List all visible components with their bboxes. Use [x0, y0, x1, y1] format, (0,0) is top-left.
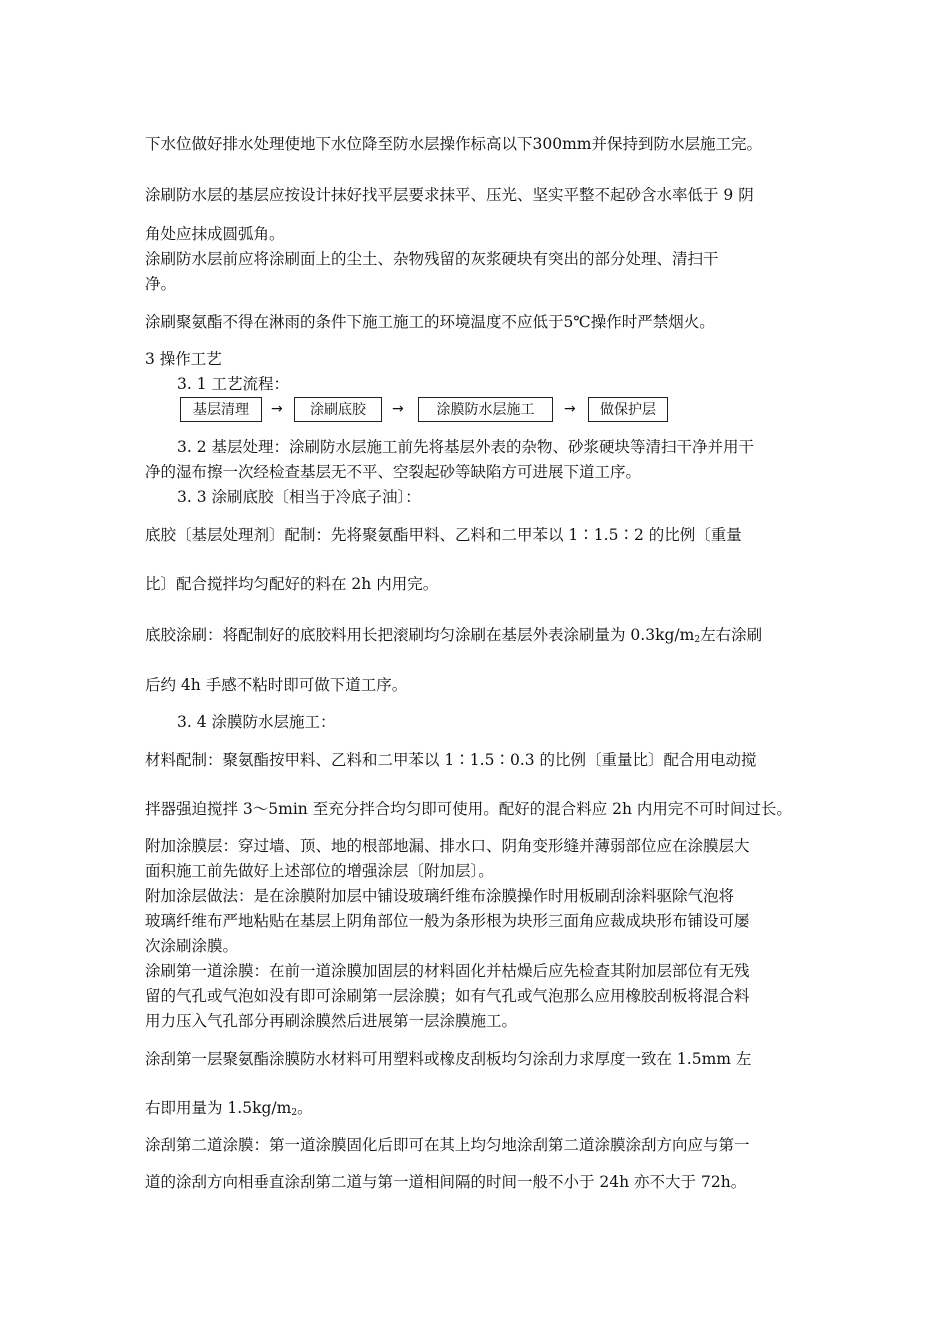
paragraph-cleaning-line2: 净。	[145, 275, 177, 293]
first-coat-line2: 留的气孔或气泡如没有即可涂刷第一层涂膜；如有气孔或气泡那么应用橡胶刮板将混合料	[145, 987, 750, 1005]
flow-step-4: 做保护层	[588, 397, 668, 422]
material-mix-line2: 拌器强迫搅拌 3～5min 至充分拌合均匀即可使用。配好的混合料应 2h 内用完不可时间过长。	[145, 800, 792, 818]
primer-mix-line1: 底胶〔基层处理剂〕配制：先将聚氨酯甲料、乙料和二甲苯以 1∶1.5∶2 的比例〔重量	[145, 526, 742, 544]
paragraph-groundwater: 下水位做好排水处理使地下水位降至防水层操作标高以下300mm并保持到防水层施工完。	[145, 135, 762, 153]
first-coat-line3: 用力压入气孔部分再刷涂膜然后进展第一层涂膜施工。	[145, 1012, 518, 1030]
paragraph-cleaning-line1: 涂刷防水层前应将涂刷面上的尘土、杂物残留的灰浆硬块有突出的部分处理、清扫干	[145, 250, 719, 268]
primer-brush-line1: 底胶涂刷：将配制好的底胶料用长把滚刷均匀涂刷在基层外表涂刷量为 $0.3kg/m_2$左右涂刷	[145, 626, 763, 645]
process-flowchart	[0, 397, 950, 425]
flow-step-1: 基层清理	[180, 397, 262, 422]
additional-layer-line2: 面积施工前先做好上述部位的增强涂层〔附加层〕。	[145, 862, 494, 880]
subsection-3-1: 3. 1 工艺流程：	[177, 375, 290, 393]
scrape-line2: 右即用量为 $1.5kg/m_2$。	[145, 1099, 313, 1118]
subsection-3-2-line2: 净的湿布擦一次经检查基层无不平、空裂起砂等缺陷方可进展下道工序。	[145, 463, 642, 481]
unit-subscript: 2	[694, 635, 701, 645]
method-line1: 附加涂层做法：是在涂膜附加层中铺设玻璃纤维布涂膜操作时用板刷刮涂料驱除气泡将	[145, 887, 735, 905]
flow-arrow-icon: →	[392, 401, 404, 417]
method-line3: 次涂刷涂膜。	[145, 937, 239, 955]
first-coat-line1: 涂刷第一道涂膜：在前一道涂膜加固层的材料固化并枯燥后应先检查其附加层部位有无残	[145, 962, 750, 980]
primer-mix-line2: 比〕配合搅拌均匀配好的料在 2h 内用完。	[145, 575, 439, 593]
paragraph-weather: 涂刷聚氨酯不得在淋雨的条件下施工施工的环境温度不应低于5℃操作时严禁烟火。	[145, 313, 715, 331]
second-coat-line2: 道的涂刮方向相垂直涂刮第二道与第一道相间隔的时间一般不小于 24h 亦不大于 72h。	[145, 1173, 747, 1191]
additional-layer-line1: 附加涂膜层：穿过墙、顶、地的根部地漏、排水口、阴角变形缝并薄弱部位应在涂膜层大	[145, 837, 750, 855]
flow-step-3: 涂膜防水层施工	[418, 397, 553, 422]
subsection-3-3: 3. 3 涂刷底胶〔相当于冷底子油〕：	[177, 488, 421, 506]
material-mix-line1: 材料配制：聚氨酯按甲料、乙料和二甲苯以 1∶1.5∶0.3 的比例〔重量比〕配合用电动搅	[145, 751, 757, 769]
unit-subscript: 2	[291, 1108, 298, 1118]
flow-arrow-icon: →	[564, 401, 576, 417]
paragraph-base-layer-line2: 角处应抹成圆弧角。	[145, 225, 285, 243]
section-heading: 3 操作工艺	[145, 350, 222, 368]
primer-brush-line2: 后约 4h 手感不粘时即可做下道工序。	[145, 676, 408, 694]
second-coat-line1: 涂刮第二道涂膜：第一道涂膜固化后即可在其上均匀地涂刮第二道涂膜涂刮方向应与第一	[145, 1136, 750, 1154]
paragraph-base-layer-line1: 涂刷防水层的基层应按设计抹好找平层要求抹平、压光、坚实平整不起砂含水率低于 9 阴	[145, 186, 754, 204]
flow-arrow-icon: →	[271, 401, 283, 417]
subsection-3-4: 3. 4 涂膜防水层施工：	[177, 713, 336, 731]
subsection-3-2-line1: 3. 2 基层处理：涂刷防水层施工前先将基层外表的杂物、砂浆硬块等清扫干净并用干	[177, 438, 755, 456]
method-line2: 玻璃纤维布严地粘贴在基层上阴角部位一般为条形根为块形三面角应裁成块形布铺设可屡	[145, 912, 750, 930]
scrape-line1: 涂刮第一层聚氨酯涂膜防水材料可用塑料或橡皮刮板均匀涂刮力求厚度一致在 1.5mm 左	[145, 1050, 752, 1068]
flow-step-2: 涂刷底胶	[294, 397, 382, 422]
